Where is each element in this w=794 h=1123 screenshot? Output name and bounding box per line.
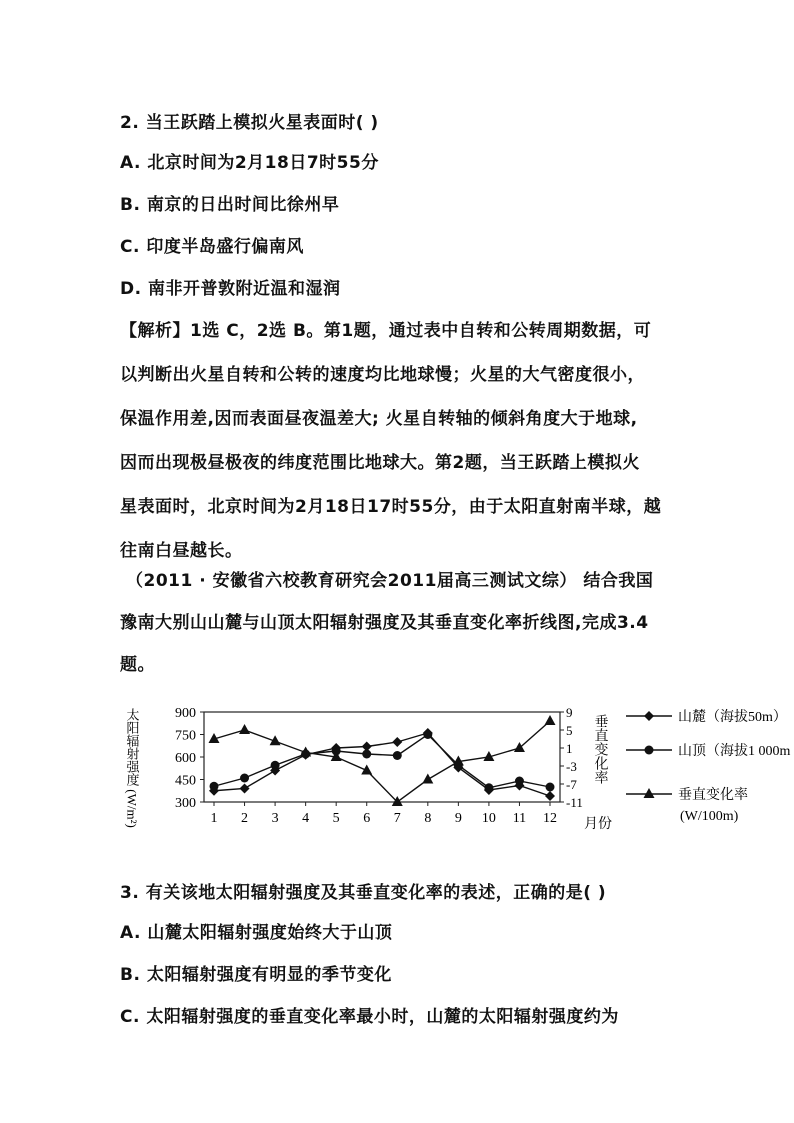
q2-option-c: C. 印度半岛盛行偏南风 xyxy=(120,237,304,257)
analysis-line: 保温作用差,因而表面昼夜温差大; 火星自转轴的倾斜角度大于地球, xyxy=(120,409,638,429)
data-point-diamond xyxy=(240,784,250,794)
x-tick-label: 11 xyxy=(512,811,527,826)
legend-label: 垂直变化率 xyxy=(678,788,748,803)
q3-option-a: A. 山麓太阳辐射强度始终大于山顶 xyxy=(120,923,393,943)
left-tick-label: 450 xyxy=(175,773,196,789)
chart-series xyxy=(209,715,556,806)
data-point-circle xyxy=(484,783,493,792)
series-line-triangle xyxy=(214,721,550,802)
right-tick-label: -11 xyxy=(566,795,583,810)
left-tick-label: 900 xyxy=(175,706,196,721)
legend-marker-diamond xyxy=(644,711,654,721)
q2-option-b: B. 南京的日出时间比徐州早 xyxy=(120,195,340,215)
analysis-line: 星表面时，北京时间为2月18日17时55分，由于太阳直射南半球，越 xyxy=(120,497,662,517)
data-point-triangle xyxy=(422,774,433,784)
data-point-circle xyxy=(240,774,249,783)
x-tick-label: 7 xyxy=(393,811,401,826)
right-tick-label: -7 xyxy=(566,777,577,792)
radiation-line-chart xyxy=(118,700,794,840)
source-line: （2011 · 安徽省六校教育研究会2011届高三测试文综） 结合我国 xyxy=(126,571,654,591)
legend-marker-triangle xyxy=(644,788,655,798)
legend-marker-circle xyxy=(645,746,654,755)
x-tick-label: 4 xyxy=(302,811,310,826)
legend-label: 山麓（海拔50m） xyxy=(678,710,787,725)
analysis-line: 因而出现极昼极夜的纬度范围比地球大。第2题，当王跃踏上模拟火 xyxy=(120,453,640,473)
q2-option-a: A. 北京时间为2月18日7时55分 xyxy=(120,153,379,173)
right-tick-label: 1 xyxy=(566,741,573,756)
right-tick-label: 5 xyxy=(566,723,573,738)
x-tick-label: 10 xyxy=(481,811,496,826)
data-point-triangle xyxy=(239,724,250,734)
data-point-circle xyxy=(423,730,432,739)
left-tick-label: 600 xyxy=(175,751,196,766)
analysis-line: 往南白昼越长。 xyxy=(120,541,243,561)
data-point-circle xyxy=(271,761,280,770)
right-tick-label: -3 xyxy=(566,759,577,774)
left-tick-label: 300 xyxy=(175,796,196,811)
data-point-circle xyxy=(362,750,371,759)
data-point-circle xyxy=(515,777,524,786)
x-tick-label: 6 xyxy=(363,811,371,826)
x-axis-label: 月份 xyxy=(584,817,612,832)
left-axis-label: 太阳辐射强度 (W/m²) xyxy=(124,708,140,828)
x-tick-label: 5 xyxy=(332,811,340,826)
data-point-triangle xyxy=(545,715,556,725)
source-line: 豫南大别山山麓与山顶太阳辐射强度及其垂直变化率折线图,完成3.4 xyxy=(120,613,649,633)
x-tick-label: 8 xyxy=(424,811,432,826)
x-tick-label: 1 xyxy=(210,811,218,826)
source-line: 题。 xyxy=(120,655,155,675)
left-tick-label: 750 xyxy=(175,728,196,744)
q3-stem: 3. 有关该地太阳辐射强度及其垂直变化率的表述，正确的是( ) xyxy=(120,883,607,903)
data-point-circle xyxy=(210,782,219,791)
q2-stem: 2. 当王跃踏上模拟火星表面时( ) xyxy=(120,113,379,133)
q2-option-d: D. 南非开普敦附近温和湿润 xyxy=(120,279,341,299)
data-point-diamond xyxy=(392,737,402,747)
plot-frame xyxy=(204,712,560,802)
legend-label: 山顶（海拔1 000m xyxy=(678,744,791,759)
x-tick-label: 2 xyxy=(241,811,249,826)
analysis-line: 【解析】1选 C，2选 B。第1题，通过表中自转和公转周期数据，可 xyxy=(120,321,652,341)
data-point-circle xyxy=(546,783,555,792)
x-tick-label: 12 xyxy=(543,811,557,826)
data-point-triangle xyxy=(514,742,525,752)
x-tick-label: 9 xyxy=(454,811,462,826)
data-point-circle xyxy=(393,751,402,760)
data-point-diamond xyxy=(545,791,555,801)
right-axis-label: 垂直变化率 xyxy=(592,714,608,784)
legend-unit: (W/100m) xyxy=(680,809,739,824)
x-tick-label: 3 xyxy=(271,811,279,826)
q3-option-c: C. 太阳辐射强度的垂直变化率最小时，山麓的太阳辐射强度约为 xyxy=(120,1007,619,1027)
chart-legend xyxy=(626,708,790,824)
q3-option-b: B. 太阳辐射强度有明显的季节变化 xyxy=(120,965,392,985)
analysis-line: 以判断出火星自转和公转的速度均比地球慢；火星的大气密度很小， xyxy=(120,365,645,385)
series-line-circle xyxy=(214,735,550,788)
right-tick-label: 9 xyxy=(566,705,573,720)
